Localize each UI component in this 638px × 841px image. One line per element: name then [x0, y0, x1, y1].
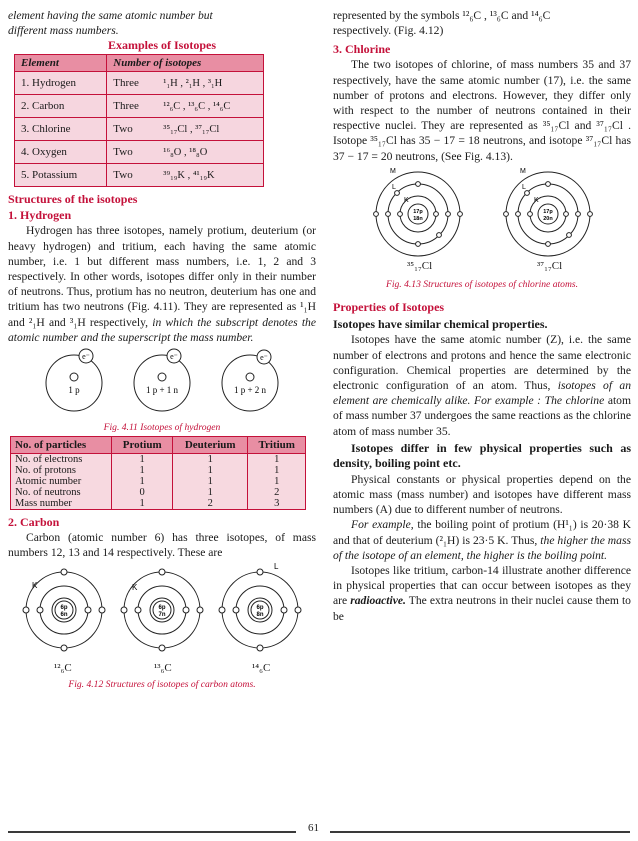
right-column — [333, 8, 631, 624]
table-row — [11, 454, 306, 466]
fig-4-11-hydrogen-isotopes — [12, 345, 312, 421]
table-row — [15, 95, 264, 118]
nucleus-protons: 6p — [256, 605, 264, 612]
carbon-continued-b: respectively. (Fig. 4.12) — [333, 24, 444, 38]
fig-4-13-chlorine-isotopes — [334, 164, 630, 262]
nucleus-protons: 17p — [413, 208, 423, 215]
shell-k-label: K — [534, 196, 539, 204]
electron-label: e⁻ — [170, 352, 178, 362]
chem-text-end: atom of mass number 37 undergoes the same reactions as the chlorine atom of mass number 35. — [333, 394, 631, 438]
isotopes-table-header — [15, 55, 264, 72]
table-cell: No. of neutrons — [11, 487, 112, 498]
nucleus-protons: 17p — [543, 208, 553, 215]
table-cell: 1 — [112, 476, 173, 487]
table-row — [15, 72, 264, 95]
element-cell: 1. Hydrogen — [15, 72, 107, 95]
element-cell: 3. Chlorine — [15, 118, 107, 141]
symbols-cell: ³⁵₁₇Cl , ³⁷₁₇Cl — [157, 118, 263, 141]
nucleus-neutrons: 6n — [60, 612, 68, 619]
boiling-point-paragraph — [333, 517, 631, 563]
hydrogen-italic-text: in which the subscript denotes the atomic number and the superscript the mass number. — [8, 315, 317, 344]
table-cell: 1 — [248, 465, 306, 476]
symbols-cell: ¹₁H , ²₁H , ³₁H — [157, 72, 263, 95]
electron-label: e⁻ — [82, 352, 90, 362]
shell-k-label: K — [132, 583, 138, 593]
deuterium-atom — [134, 349, 190, 411]
element-cell: 2. Carbon — [15, 95, 107, 118]
footer-rule-right — [330, 831, 630, 833]
table-cell: 1 — [172, 454, 248, 466]
c13-label: ¹³₆C — [154, 662, 172, 675]
carbon-continued — [333, 8, 631, 38]
table-cell: No. of electrons — [11, 454, 112, 466]
table-row — [11, 476, 306, 487]
shell-m-label: M — [390, 167, 396, 175]
examples-heading: Examples of Isotopes — [107, 38, 216, 53]
shell-k-label: K — [404, 196, 409, 204]
table-cell: 1 — [172, 476, 248, 487]
table-row — [15, 118, 264, 141]
page-footer — [8, 822, 630, 836]
table-cell: 0 — [112, 487, 173, 498]
table-cell: 2 — [248, 487, 306, 498]
count-cell: Two — [107, 141, 158, 164]
count-cell: Three — [107, 72, 158, 95]
table-cell: 1 — [112, 454, 173, 466]
table-cell: 1 — [248, 454, 306, 466]
fig-4-13-caption: Fig. 4.13 Structures of isotopes of chlorine atoms. — [385, 278, 579, 290]
count-cell: Three — [107, 95, 158, 118]
chemical-properties-paragraph — [333, 332, 631, 438]
symbols-cell: ³⁹₁₉K , ⁴¹₁₉K — [157, 164, 263, 187]
intro-text — [8, 8, 316, 38]
radioactive-text-c: The extra neutrons in their nuclei cause them to be — [333, 594, 631, 623]
col-number: Number of isotopes — [107, 55, 264, 72]
carbon-12-atom — [23, 569, 105, 651]
particles-table — [10, 436, 306, 510]
properties-heading: Properties of Isotopes — [333, 299, 445, 314]
fig-4-12-carbon-isotopes — [12, 560, 312, 664]
table-row — [15, 141, 264, 164]
chlorine-35-atom — [374, 168, 463, 256]
nucleus-label: 1 p — [68, 385, 80, 396]
symbols-cell: ¹²₆C , ¹³₆C , ¹⁴₆C — [157, 95, 263, 118]
nucleus-neutrons: 20n — [543, 215, 553, 222]
element-cell: 4. Oxygen — [15, 141, 107, 164]
nucleus-protons: 6p — [60, 605, 68, 612]
radioactive-text-a: Isotopes like tritium, carbon-14 illustrate another difference in physical properties that can occur between isotopes as they are — [333, 563, 631, 608]
nucleus-neutrons: 7n — [158, 612, 166, 619]
fig-4-12-labels — [8, 664, 316, 678]
c14-label: ¹⁴₆C — [252, 662, 271, 675]
electron-label: e⁻ — [260, 353, 268, 363]
carbon-paragraph: Carbon (atomic number 6) has three isotopes, of mass numbers 12, 13 and 14 respectively. These are — [8, 531, 316, 560]
hydrogen-paragraph — [8, 223, 316, 345]
chlorine-37-atom — [504, 168, 593, 256]
chem-text-a: Isotopes have the same atomic number (Z), i.e. the same number of electrons and protons and hence the same electronic configuration. Chemical properties are determined by the electronic configuration of an atom. Thus, — [333, 333, 631, 392]
for-example-text: For example, — [351, 518, 414, 532]
page-number: 61 — [308, 822, 319, 834]
chlorine-heading: 3. Chlorine — [333, 42, 391, 57]
nucleus-protons: 6p — [158, 605, 166, 612]
fig-4-13-labels — [333, 259, 631, 278]
hydrogen-heading: 1. Hydrogen — [8, 208, 72, 223]
shell-l-label: L — [522, 183, 526, 191]
symbols-cell: ¹⁶₈O , ¹⁸₈O — [157, 141, 263, 164]
table-cell: 1 — [172, 465, 248, 476]
isotopes-table — [14, 54, 264, 187]
table-cell: 1 — [112, 498, 173, 510]
element-cell: 5. Potassium — [15, 164, 107, 187]
table-cell: 1 — [172, 487, 248, 498]
table-row — [11, 498, 306, 510]
col-deuterium: Deuterium — [172, 437, 248, 454]
carbon-continued-a: represented by the symbols ¹²₆C , ¹³₆C and ¹⁴₆C — [333, 9, 551, 22]
particles-table-header — [11, 437, 306, 454]
chlorine-paragraph: The two isotopes of chlorine, of mass numbers 35 and 37 respectively, have the same atomic number (17), i.e. the same number of protons and electrons. However, they differ only with respect to the number of neutrons contained in their respective nuclei. They are represented as ³⁵₁₇Cl and ³⁷₁₇Cl . Isotope ³⁵₁₇Cl has 35 − 17 = 18 neutrons, and isotope ³⁷₁₇Cl has 37 − 17 = 20 neutrons, (See Fig. 4.13). — [333, 58, 631, 163]
col-particles: No. of particles — [11, 437, 112, 454]
fig-4-11-caption: Fig. 4.11 Isotopes of hydrogen — [103, 422, 221, 434]
shell-k-label: K — [32, 581, 38, 591]
col-protium: Protium — [112, 437, 173, 454]
hydrogen-text: Hydrogen has three isotopes, namely protium, deuterium (or heavy hydrogen) and tritium, each having the same atomic number, i.e. 1 but different mass numbers, i.e. 1, 2 and 3 respectively. In other words, isotopes differ only in their number of neutrons. Thus, protium has no neutron, deuterium has one and tritium has two neutrons (Fig. 4.11). They are represented as ¹₁H and ²₁H and ³₁H respectively, — [8, 224, 316, 329]
nucleus-label: 1 p + 1 n — [145, 385, 179, 396]
shell-l-label: L — [274, 562, 279, 572]
table-cell: 2 — [172, 498, 248, 510]
carbon-heading: 2. Carbon — [8, 515, 60, 530]
table-cell: No. of protons — [11, 465, 112, 476]
shell-l-label: L — [392, 183, 396, 191]
table-cell: 1 — [112, 465, 173, 476]
table-cell: Mass number — [11, 498, 112, 510]
chemical-properties-subheading: Isotopes have similar chemical properties. — [333, 316, 548, 331]
tritium-atom — [222, 350, 278, 411]
col-element: Element — [15, 55, 107, 72]
left-column — [8, 8, 316, 691]
physical-properties-subheading: Isotopes differ in few physical properties such as density, boiling point etc. — [333, 440, 631, 471]
boiling-point-text: the boiling point of protium (H¹₁) is 20·38 K and that of deuterium (²₁H) is 23·5 K. Thus, — [333, 518, 631, 547]
table-row — [11, 487, 306, 498]
nucleus-label: 1 p + 2 n — [233, 385, 267, 396]
radioactive-paragraph — [333, 563, 631, 624]
radioactive-term: radioactive. — [350, 594, 406, 608]
col-tritium: Tritium — [248, 437, 306, 454]
cl37-label: ³⁷₁₇Cl — [537, 259, 563, 272]
nucleus-neutrons: 8n — [256, 612, 264, 619]
cl35-label: ³⁵₁₇Cl — [407, 259, 433, 272]
c12-label: ¹²₆C — [54, 662, 72, 675]
shell-m-label: M — [520, 167, 526, 175]
table-cell: 1 — [248, 476, 306, 487]
count-cell: Two — [107, 164, 158, 187]
carbon-13-atom — [121, 569, 203, 651]
nucleus-neutrons: 18n — [413, 215, 423, 222]
table-cell: Atomic number — [11, 476, 112, 487]
structures-heading: Structures of the isotopes — [8, 192, 138, 207]
intro-line-2: different mass numbers. — [8, 24, 119, 38]
carbon-14-atom — [219, 562, 301, 651]
table-row — [15, 164, 264, 187]
boiling-point-italic: the higher the mass of the isotope of an element, the higher is the boiling point. — [333, 533, 632, 562]
protium-atom — [46, 349, 102, 411]
physical-properties-paragraph: Physical constants or physical properties depend on the atomic mass (mass number) and isotopes have different mass numbers (A) due to different number of neutrons. — [333, 472, 631, 517]
fig-4-12-caption: Fig. 4.12 Structures of isotopes of carbon atoms. — [68, 679, 256, 691]
footer-rule-left — [8, 831, 296, 833]
intro-line-1: element having the same atomic number but — [8, 9, 213, 22]
count-cell: Two — [107, 118, 158, 141]
chem-text-italic: isotopes of an element are chemically alike. For example : The chlorine — [333, 378, 631, 408]
table-cell: 3 — [248, 498, 306, 510]
table-row — [11, 465, 306, 476]
